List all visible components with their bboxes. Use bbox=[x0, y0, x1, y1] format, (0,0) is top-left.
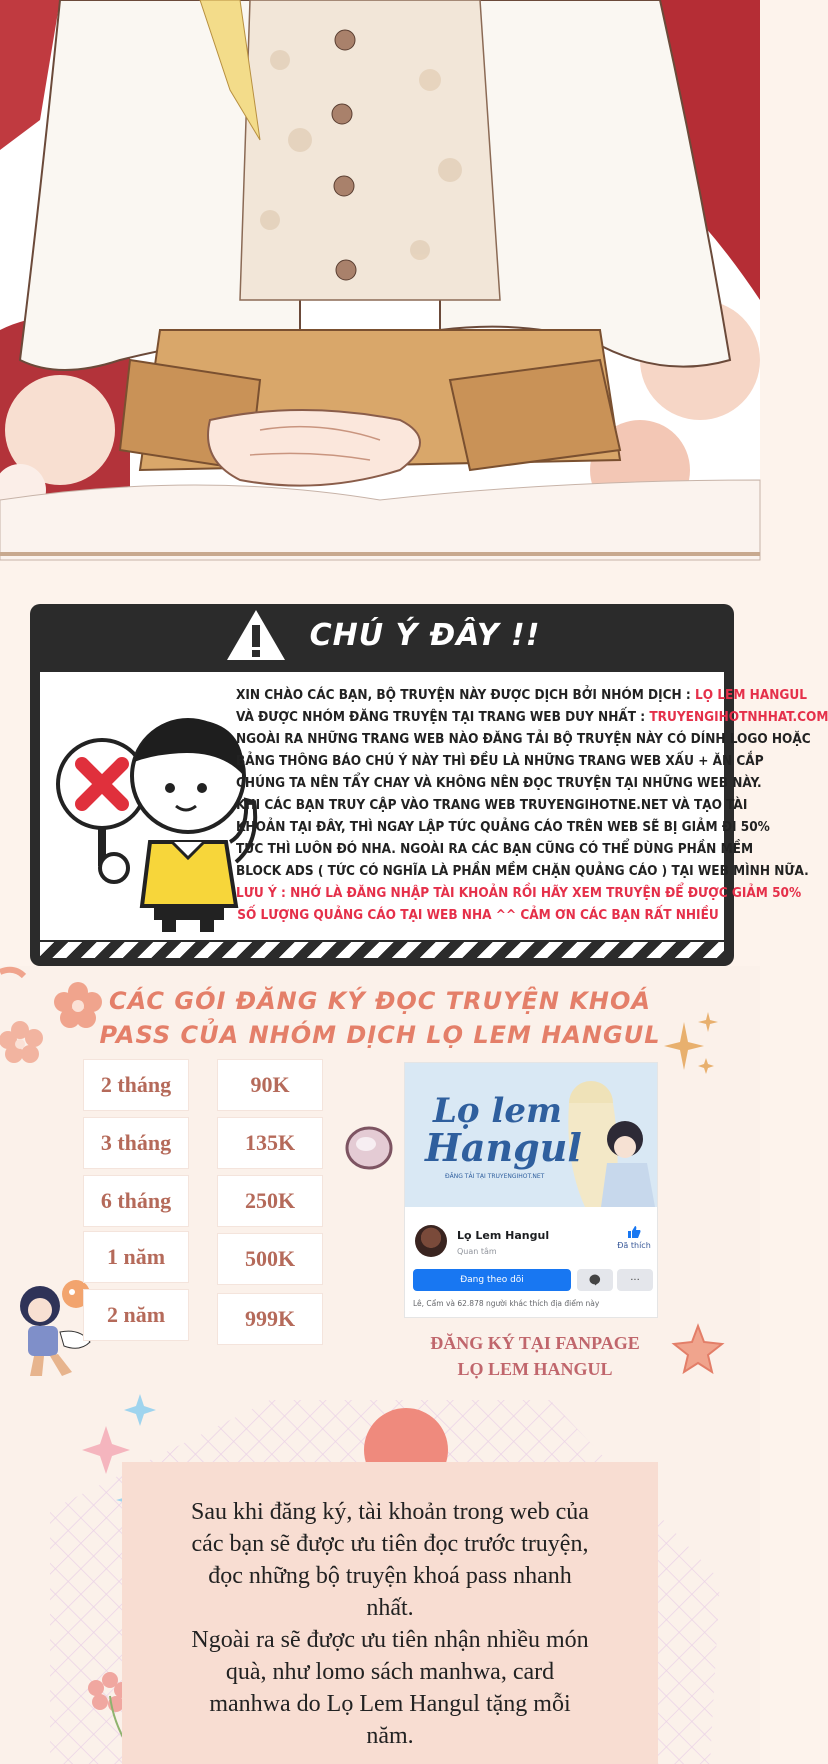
fanpage-sub: Quan tâm bbox=[457, 1247, 497, 1256]
messenger-button[interactable] bbox=[577, 1269, 613, 1291]
more-label: ··· bbox=[630, 1274, 640, 1286]
notice-line-text: KHOẢN TẠI ĐÂY, THÌ NGAY LẬP TỨC QUẢNG CÁO TRÊN WEB SẼ BỊ GIẢM ĐI 50% bbox=[236, 819, 770, 835]
benefit-line: năm. bbox=[366, 1723, 414, 1749]
manga-panel bbox=[0, 0, 760, 560]
panel-border bbox=[0, 552, 760, 556]
benefit-line: đọc những bộ truyện khoá pass nhanh bbox=[208, 1563, 572, 1589]
notice-line bbox=[236, 838, 754, 860]
notice-line-text: TỨC THÌ LUÔN ĐÓ NHA. NGOÀI RA CÁC BẠN CŨNG CÓ THỂ DÙNG PHẦN MỀM bbox=[236, 841, 754, 857]
notice-line-text: BẢNG THÔNG BÁO CHÚ Ý NÀY THÌ ĐỀU LÀ NHỮNG TRANG WEB XẤU + ĂN CẮP bbox=[236, 753, 764, 769]
notice-line-text: BLOCK ADS ( TỨC CÓ NGHĨA LÀ PHẦN MỀM CHẶN QUẢNG CÁO ) TẠI WEB MÌNH NỮA. bbox=[236, 863, 809, 879]
notice-line bbox=[236, 882, 802, 904]
benefit-line: Sau khi đăng ký, tài khoản trong web của bbox=[191, 1499, 589, 1525]
notice-line bbox=[236, 728, 811, 750]
warning-icon bbox=[224, 607, 288, 663]
notice-body bbox=[40, 672, 828, 940]
plan-duration: 3 tháng bbox=[84, 1118, 188, 1168]
notice-header bbox=[30, 604, 734, 666]
fanpage-logo-line2: Hangul bbox=[425, 1125, 582, 1170]
messenger-icon bbox=[589, 1274, 601, 1286]
pearl-icon bbox=[344, 1124, 394, 1172]
benefit-line: quà, như lomo sách manhwa, card bbox=[225, 1659, 555, 1685]
notice-line-highlight: SỐ LƯỢNG QUẢNG CÁO TẠI WEB NHA ^^ CẢM ƠN CÁC BẠN RẤT NHIỀU bbox=[237, 907, 719, 923]
notice-line bbox=[236, 750, 764, 772]
manga-illustration bbox=[0, 0, 760, 560]
plan-duration: 1 năm bbox=[84, 1232, 188, 1282]
notice-line-text: CHÚNG TA NÊN TẨY CHAY VÀ KHÔNG NÊN ĐỌC TRUYỆN TẠI NHỮNG WEB NÀY. bbox=[236, 775, 762, 791]
notice-line-highlight: LỌ LEM HANGUL bbox=[695, 687, 807, 703]
notice-card bbox=[30, 604, 828, 966]
notice-line bbox=[236, 904, 720, 926]
notice-line-text: VÀ ĐƯỢC NHÓM ĐĂNG TRUYỆN TẠI TRANG WEB DUY NHẤT : bbox=[236, 709, 646, 725]
fanpage-cta-line1: ĐĂNG KÝ TẠI FANPAGE bbox=[430, 1333, 640, 1353]
fanpage-cta[interactable] bbox=[380, 1330, 690, 1382]
benefit-text bbox=[130, 1496, 650, 1752]
benefit-line: manhwa do Lọ Lem Hangul tặng mỗi bbox=[209, 1691, 571, 1717]
notice-line bbox=[236, 772, 762, 794]
pricing-title-line1: CÁC GÓI ĐĂNG KÝ ĐỌC TRUYỆN KHOÁ bbox=[108, 987, 651, 1015]
fanpage-name[interactable]: Lọ Lem Hangul bbox=[457, 1229, 550, 1242]
plan-price: 500K bbox=[218, 1234, 322, 1284]
notice-line-highlight: TRUYENGIHOTNHHAT.COM bbox=[649, 709, 828, 725]
plan-price: 135K bbox=[218, 1118, 322, 1168]
plan-price: 999K bbox=[218, 1294, 322, 1344]
hazard-stripe bbox=[40, 942, 724, 958]
notice-line-text: NGOÀI RA NHỮNG TRANG WEB NÀO ĐĂNG TẢI BỘ TRUYỆN NÀY CÓ DÍNH LOGO HOẶC bbox=[236, 731, 811, 747]
plan-price: 90K bbox=[218, 1060, 322, 1110]
notice-line bbox=[236, 860, 809, 882]
fanpage-card[interactable] bbox=[404, 1062, 658, 1318]
benefit-line: nhất. bbox=[366, 1595, 414, 1621]
pricing-title bbox=[0, 984, 760, 1052]
notice-line-highlight: LƯU Ý : NHỚ LÀ ĐĂNG NHẬP TÀI KHOẢN RỒI HÃY XEM TRUYỆN ĐỂ ĐƯỢC GIẢM 50% bbox=[236, 885, 802, 901]
like-label: Đã thích bbox=[617, 1241, 651, 1250]
fanpage-stats: Lê, Cẩm và 62.878 người khác thích địa điểm này bbox=[413, 1299, 600, 1308]
fanpage-logo-sub: ĐĂNG TẢI TẠI TRUYENGIHOT.NET bbox=[445, 1173, 545, 1180]
follow-label: Đang theo dõi bbox=[460, 1275, 524, 1285]
like-button[interactable] bbox=[617, 1225, 651, 1250]
benefit-line: Ngoài ra sẽ được ưu tiên nhận nhiều món bbox=[191, 1627, 589, 1653]
fanpage-cover bbox=[405, 1063, 657, 1207]
fanpage-cta-line2: LỌ LEM HANGUL bbox=[457, 1359, 613, 1379]
thumbs-up-icon bbox=[627, 1225, 641, 1239]
notice-line bbox=[236, 684, 807, 706]
notice-line-text: XIN CHÀO CÁC BẠN, BỘ TRUYỆN NÀY ĐƯỢC DỊCH BỞI NHÓM DỊCH : bbox=[236, 687, 691, 703]
notice-text-block bbox=[236, 684, 828, 926]
notice-line bbox=[236, 816, 770, 838]
notice-line bbox=[236, 794, 748, 816]
benefit-line: các bạn sẽ được ưu tiên đọc trước truyện, bbox=[191, 1531, 589, 1557]
pricing-section bbox=[0, 966, 760, 1764]
pricing-title-line2: PASS CỦA NHÓM DỊCH LỌ LEM HANGUL bbox=[99, 1021, 661, 1049]
follow-button[interactable] bbox=[413, 1269, 571, 1291]
fanpage-logo-line1: Lọ lem bbox=[433, 1091, 562, 1131]
notice-line bbox=[236, 706, 828, 728]
plan-duration: 2 tháng bbox=[84, 1060, 188, 1110]
more-button[interactable] bbox=[617, 1269, 653, 1291]
notice-line-text: KHI CÁC BẠN TRUY CẬP VÀO TRANG WEB TRUYENGIHOTNE.NET VÀ TẠO TÀI bbox=[236, 797, 748, 813]
plan-price: 250K bbox=[218, 1176, 322, 1226]
notice-title: CHÚ Ý ĐÂY !! bbox=[309, 617, 541, 653]
fanpage-avatar[interactable] bbox=[415, 1225, 447, 1257]
plan-duration: 6 tháng bbox=[84, 1176, 188, 1226]
plan-duration: 2 năm bbox=[84, 1290, 188, 1340]
